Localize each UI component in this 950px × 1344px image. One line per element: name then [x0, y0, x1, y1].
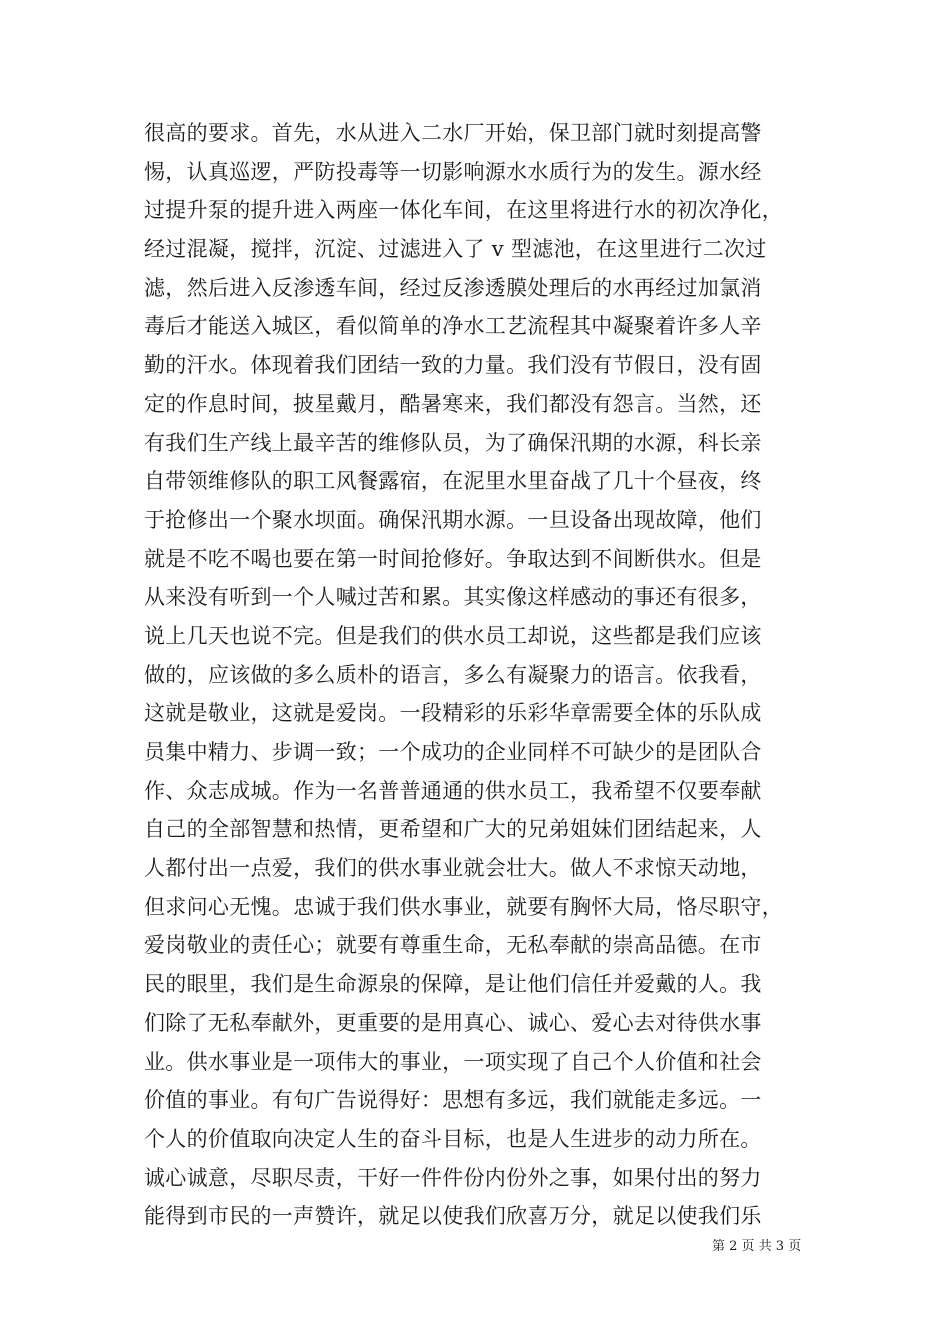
page-number: 第 2 页 共 3 页	[712, 1239, 802, 1254]
text-line: 就是不吃不喝也要在第一时间抢修好。争取达到不间断供水。但是	[144, 546, 762, 571]
text-line: 但求问心无愧。忠诚于我们供水事业，就要有胸怀大局，恪尽职守，	[144, 894, 783, 919]
text-line: 们除了无私奉献外，更重要的是用真心、诚心、爱心去对待供水事	[144, 1010, 762, 1035]
text-line: 从来没有听到一个人喊过苦和累。其实像这样感动的事还有很多，	[144, 585, 762, 610]
text-line: 很高的要求。首先，水从进入二水厂开始，保卫部门就时刻提高警	[144, 121, 762, 145]
text-line: 个人的价值取向决定人生的奋斗目标，也是人生进步的动力所在。	[144, 1126, 762, 1151]
text-line: 滤，然后进入反渗透车间，经过反渗透膜处理后的水再经过加氯消	[144, 275, 762, 300]
text-line: 于抢修出一个聚水坝面。确保汛期水源。一旦设备出现故障，他们	[144, 507, 762, 532]
text-line: 业。供水事业是一项伟大的事业，一项实现了自己个人价值和社会	[144, 1049, 762, 1074]
text-line: 说上几天也说不完。但是我们的供水员工却说，这些都是我们应该	[144, 623, 762, 648]
text-line: 毒后才能送入城区，看似简单的净水工艺流程其中凝聚着许多人辛	[144, 314, 762, 339]
body-text	[144, 114, 814, 1236]
text-line: 员集中精力、步调一致；一个成功的企业同样不可缺少的是团队合	[144, 740, 762, 764]
text-line: 这就是敬业，这就是爱岗。一段精彩的乐彩华章需要全体的乐队成	[144, 701, 762, 726]
text-line: 惕，认真巡逻，严防投毒等一切影响源水水质行为的发生。源水经	[144, 159, 762, 184]
text-line: 经过混凝，搅拌，沉淀、过滤进入了 v 型滤池，在这里进行二次过	[144, 237, 767, 262]
text-line: 勤的汗水。体现着我们团结一致的力量。我们没有节假日，没有固	[144, 353, 762, 378]
text-line: 诚心诚意，尽职尽责，干好一件件份内份外之事，如果付出的努力	[144, 1165, 762, 1190]
text-line: 自带领维修队的职工风餐露宿，在泥里水里奋战了几十个昼夜，终	[144, 469, 762, 494]
text-line: 价值的事业。有句广告说得好：思想有多远，我们就能走多远。一	[144, 1088, 762, 1113]
text-line: 能得到市民的一声赞许，就足以使我们欣喜万分，就足以使我们乐	[144, 1204, 762, 1229]
text-line: 有我们生产线上最辛苦的维修队员，为了确保汛期的水源，科长亲	[144, 430, 762, 455]
text-line: 民的眼里，我们是生命源泉的保障，是让他们信任并爱戴的人。我	[144, 972, 762, 997]
text-line: 定的作息时间，披星戴月，酷暑寒来，我们都没有怨言。当然，还	[144, 391, 762, 416]
text-line: 作、众志成城。作为一名普普通通的供水员工，我希望不仅要奉献	[144, 778, 762, 803]
text-line: 自己的全部智慧和热情，更希望和广大的兄弟姐妹们团结起来，人	[144, 817, 762, 842]
text-line: 人都付出一点爱，我们的供水事业就会壮大。做人不求惊天动地，	[144, 856, 762, 881]
text-line: 爱岗敬业的责任心；就要有尊重生命，无私奉献的崇高品德。在市	[144, 933, 762, 958]
text-line: 做的，应该做的多么质朴的语言，多么有凝聚力的语言。依我看，	[144, 662, 762, 687]
text-line: 过提升泵的提升进入两座一体化车间，在这里将进行水的初次净化，	[144, 198, 783, 223]
